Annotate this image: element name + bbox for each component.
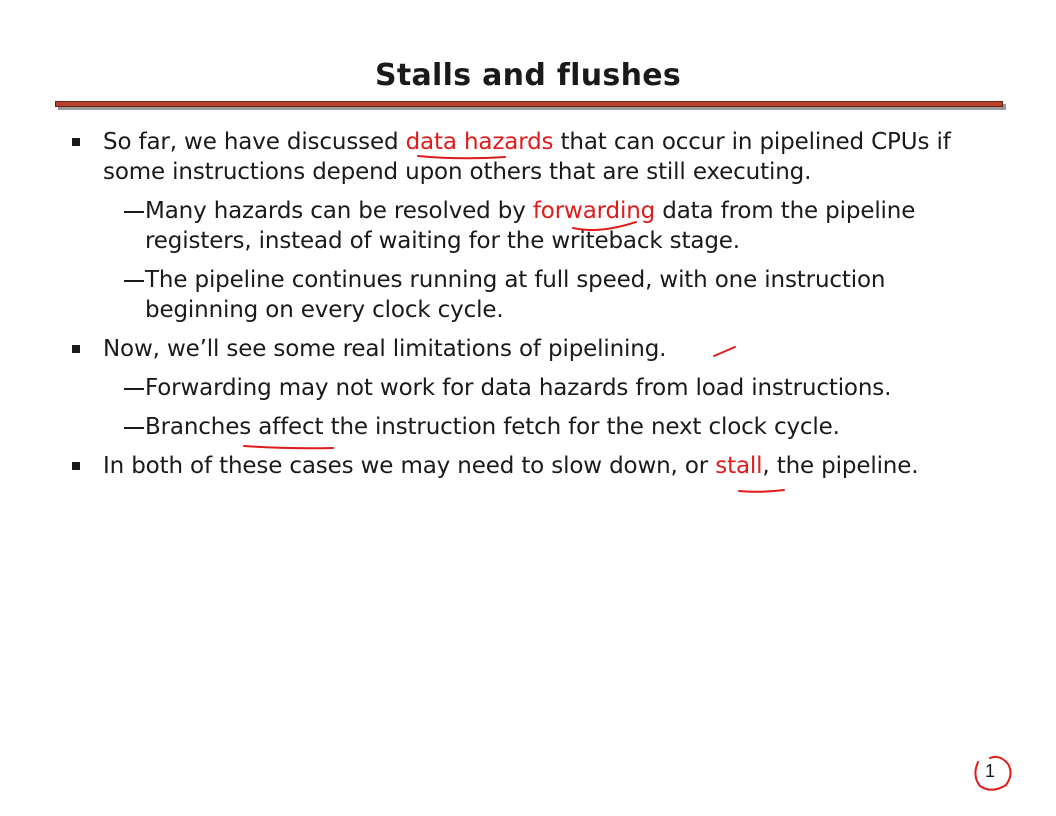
slide-title: Stalls and flushes (374, 58, 682, 93)
line-text: that can occur in pipelined CPUs if (553, 129, 951, 155)
highlighted-term: stall (715, 453, 763, 479)
line-text: So far, we have discussed (103, 129, 406, 155)
sub-bullet-line: The pipeline continues running at full speed, with one instruction (145, 267, 886, 293)
highlighted-term: forwarding (532, 198, 656, 224)
line-text: Many hazards can be resolved by (145, 198, 533, 224)
sub-bullet-line: Branches affect the instruction fetch for the next clock cycle. (145, 414, 840, 440)
sub-bullet-line: registers, instead of waiting for the writeback stage. (145, 228, 740, 254)
bullet-line: Now, we’ll see some real limitations of pipelining. (103, 336, 667, 362)
line-text: data from the pipeline (655, 198, 916, 224)
ink-underline-stall (739, 490, 784, 492)
sub-bullet-line: Forwarding may not work for data hazards from load instructions. (145, 375, 892, 401)
highlighted-term: data hazards (405, 129, 554, 155)
ink-underline-data-hazards (418, 156, 505, 158)
ink-underline-forwarding (573, 222, 636, 230)
line-text: In both of these cases we may need to slow down, or (103, 453, 716, 479)
bullet-line: some instructions depend upon others that are still executing. (103, 159, 812, 185)
line-text: , the pipeline. (762, 453, 919, 479)
ink-tick-mark (714, 347, 735, 356)
page-number: 1 (985, 761, 996, 781)
ink-underline-branches-affect (244, 446, 333, 448)
sub-bullet-line: beginning on every clock cycle. (145, 297, 504, 323)
